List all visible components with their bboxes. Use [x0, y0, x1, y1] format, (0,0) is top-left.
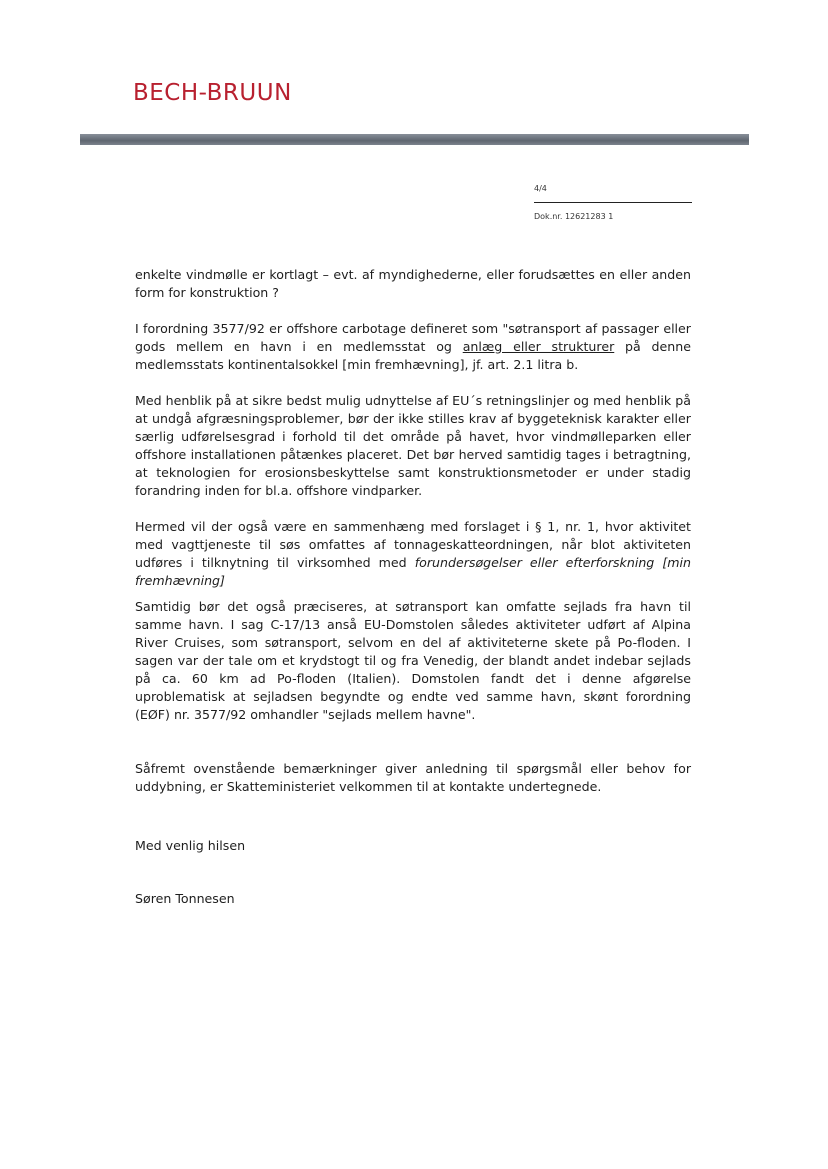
signature-name: Søren Tonnesen [135, 891, 235, 906]
underlined-phrase: anlæg eller strukturer [462, 339, 615, 354]
paragraph-2: I forordning 3577/92 er offshore carbotage defineret som "søtransport af passager eller gods mellem en havn i en medlemsstat og anlæg eller strukturer på denne medlemsstats kontinentalsokkel [min fremhævning], jf. art. 2.1 litra b. [135, 321, 692, 372]
paragraph-1: enkelte vindmølle er kortlagt – evt. af myndighederne, eller forudsættes en eller anden form for konstruktion ? [135, 267, 691, 300]
paragraph-3: Med henblik på at sikre bedst mulig udnyttelse af EU´s retningslinjer og med henblik på at undgå afgræsningsproblemer, bør der ikke stilles krav af byggeteknisk karakter eller særlig udførelsesgrad i forhold til det område på havet, hvor vindmølleparken eller offshore installationen påtænkes placeret. Det bør herved samtidig tages i betragtning, at teknologien for erosionsbeskyttelse samt konstruktionsmetoder er under stadig forandring inden for bl.a. offshore vindparker. [135, 393, 691, 498]
closing-greeting: Med venlig hilsen [135, 838, 246, 853]
paragraph-6: Såfremt ovenstående bemærkninger giver anledning til spørgsmål eller behov for uddybning, er Skatteministeriet velkommen til at kontakte undertegnede. [135, 761, 691, 794]
italic-phrase: forundersøgelser eller efterforskning [min fremhævning] [135, 555, 691, 588]
letter-body [135, 266, 691, 814]
paragraph-5: Samtidig bør det også præciseres, at søtransport kan omfatte sejlads fra havn til samme havn. I sag C-17/13 anså EU-Domstolen således aktiviteter udført af Alpina River Cruises, som søtransport, selvom en del af aktiviteterne skete på Po-floden. I sagen var der tale om et krydstogt til og fra Venedig, der blandt andet indebar sejlads på ca. 60 km ad Po-floden (Italien). Domstolen fandt det i denne afgørelse uproblematisk at sejladsen begyndte og endte ved samme havn, skønt forordning (EØF) nr. 3577/92 omhandler "sejlads mellem havne". [135, 599, 691, 722]
header-bar [80, 134, 749, 145]
meta-divider [534, 202, 692, 203]
document-number: Dok.nr. 12621283 1 [534, 212, 614, 221]
document-meta [534, 184, 694, 221]
company-logo: BECH-BRUUN [133, 80, 292, 106]
paragraph-4: Hermed vil der også være en sammenhæng med forslaget i § 1, nr. 1, hvor aktivitet med vagttjeneste til søs omfattes af tonnageskatteordningen, når blot aktiviteten udføres i tilknytning til virksomhed med forundersøgelser eller efterforskning [min fremhævning] [135, 519, 691, 588]
page-number: 4/4 [534, 184, 547, 193]
